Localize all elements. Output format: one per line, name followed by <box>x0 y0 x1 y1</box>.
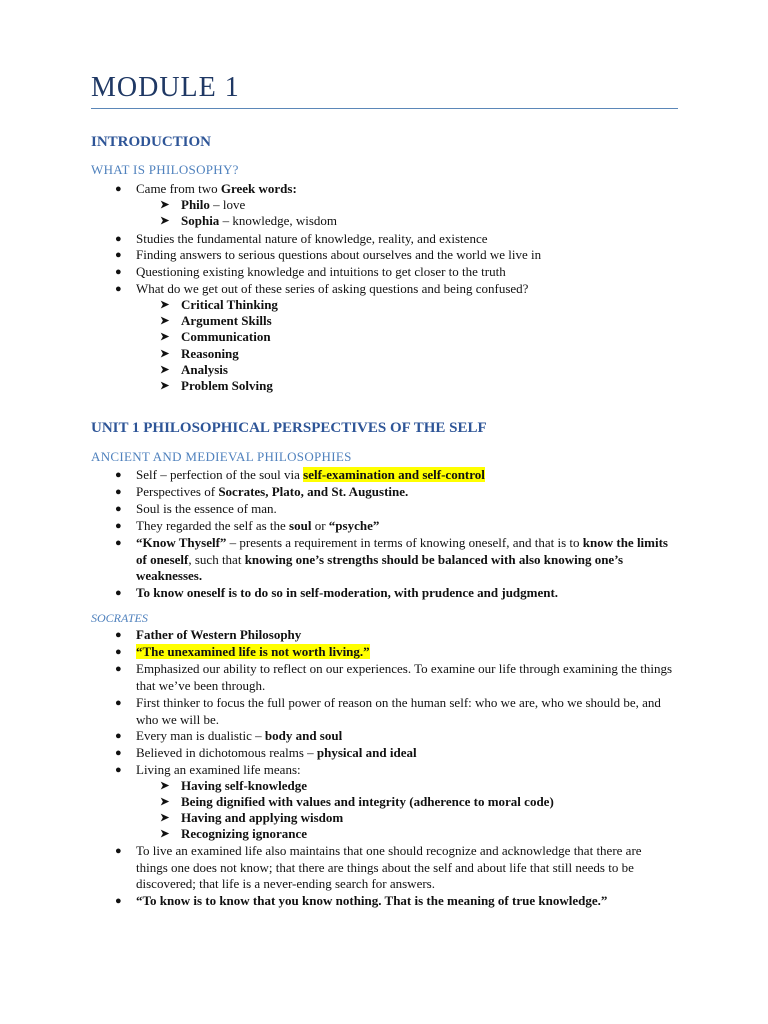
heading-what-is-philosophy: WHAT IS PHILOSOPHY? <box>91 162 239 177</box>
arrow-bullet-icon: ➤ <box>160 331 170 343</box>
bullet-icon: ● <box>115 646 122 658</box>
bullet-icon: ● <box>115 663 122 675</box>
list-item <box>115 644 675 661</box>
list-item: ● Soul is the essence of man. <box>115 501 277 516</box>
bullet-icon: ● <box>115 183 122 195</box>
list-item: ● Self – perfection of the soul via self-examination and self-control <box>115 467 485 482</box>
highlight: self-examination and self-control <box>303 467 485 482</box>
arrow-bullet-icon: ➤ <box>160 796 170 808</box>
list-subitem: ➤ Philo – love <box>160 197 246 212</box>
list-item: ● They regarded the self as the soul or “psyche” <box>115 518 380 533</box>
bullet-icon: ● <box>115 697 122 709</box>
page-title: MODULE 1 <box>91 72 240 103</box>
arrow-bullet-icon: ➤ <box>160 812 170 824</box>
list-item: ● To know oneself is to do so in self-moderation, with prudence and judgment. <box>115 585 559 600</box>
list-item: ● Questioning existing knowledge and intuitions to get closer to the truth <box>115 264 506 279</box>
bullet-icon: ● <box>115 249 122 261</box>
list-item: ● Perspectives of Socrates, Plato, and St. Augustine. <box>115 484 409 499</box>
list-item: ● To live an examined life also maintains that one should recognize and acknowledge that there are things one does not know; that there are things about the self and about life that still needs to be discovered; that life is a never-ending search for answers. <box>115 843 642 891</box>
list-item: ● Every man is dualistic – body and soul <box>115 728 343 743</box>
title-divider <box>91 108 678 109</box>
heading-unit-1: UNIT 1 PHILOSOPHICAL PERSPECTIVES OF THE SELF <box>91 420 487 436</box>
list-subitem: ➤ Analysis <box>160 362 228 377</box>
arrow-bullet-icon: ➤ <box>160 215 170 227</box>
list-subitem: ➤ Problem Solving <box>160 378 273 393</box>
bullet-icon: ● <box>115 520 122 532</box>
arrow-bullet-icon: ➤ <box>160 348 170 360</box>
bullet-icon: ● <box>115 486 122 498</box>
list-subitem: ➤ Argument Skills <box>160 313 272 328</box>
arrow-bullet-icon: ➤ <box>160 364 170 376</box>
highlight: “The unexamined life is not worth living.” <box>136 644 370 659</box>
list-item: ● Studies the fundamental nature of knowledge, reality, and existence <box>115 231 488 246</box>
list-subitem: ➤ Recognizing ignorance <box>160 826 308 841</box>
arrow-bullet-icon: ➤ <box>160 199 170 211</box>
arrow-bullet-icon: ➤ <box>160 828 170 840</box>
bullet-icon: ● <box>115 747 122 759</box>
list-subitem: ➤ Having self-knowledge <box>160 778 308 793</box>
list-item: ● Believed in dichotomous realms – physical and ideal <box>115 745 417 760</box>
list-item: ● Came from two Greek words: <box>115 181 297 196</box>
list-item: ● What do we get out of these series of asking questions and being confused? <box>115 281 529 296</box>
list-subitem: ➤ Reasoning <box>160 346 239 361</box>
list-item: ● “To know is to know that you know nothing. That is the meaning of true knowledge.” <box>115 893 608 908</box>
list-subitem: ➤ Being dignified with values and integrity (adherence to moral code) <box>160 794 554 809</box>
bullet-icon: ● <box>115 587 122 599</box>
arrow-bullet-icon: ➤ <box>160 780 170 792</box>
list-item: ● Living an examined life means: <box>115 762 301 777</box>
list-item: ● Emphasized our ability to reflect on our experiences. To examine our life through examining the things that we’ve been through. <box>115 661 673 693</box>
heading-ancient-medieval: ANCIENT AND MEDIEVAL PHILOSOPHIES <box>91 449 352 464</box>
bullet-icon: ● <box>115 537 122 549</box>
list-item: ● First thinker to focus the full power of reason on the human self: who we are, who we should be, and who we will be. <box>115 695 661 727</box>
bullet-icon: ● <box>115 266 122 278</box>
bullet-icon: ● <box>115 629 122 641</box>
bullet-icon: ● <box>115 283 122 295</box>
arrow-bullet-icon: ➤ <box>160 315 170 327</box>
heading-introduction: INTRODUCTION <box>91 134 212 150</box>
list-subitem: ➤ Communication <box>160 329 271 344</box>
bullet-icon: ● <box>115 469 122 481</box>
arrow-bullet-icon: ➤ <box>160 299 170 311</box>
heading-socrates: SOCRATES <box>91 611 148 625</box>
list-subitem: ➤ Sophia – knowledge, wisdom <box>160 213 338 228</box>
bullet-icon: ● <box>115 845 122 857</box>
arrow-bullet-icon: ➤ <box>160 380 170 392</box>
list-subitem: ➤ Having and applying wisdom <box>160 810 344 825</box>
bullet-icon: ● <box>115 233 122 245</box>
list-subitem: ➤ Critical Thinking <box>160 297 278 312</box>
bullet-icon: ● <box>115 764 122 776</box>
list-item: ● Finding answers to serious questions about ourselves and the world we live in <box>115 247 542 262</box>
list-item: ● Father of Western Philosophy <box>115 627 302 642</box>
bullet-icon: ● <box>115 503 122 515</box>
bullet-icon: ● <box>115 730 122 742</box>
bullet-icon: ● <box>115 895 122 907</box>
list-item: ● “Know Thyself” – presents a requirement in terms of knowing oneself, and that is to know the limits of oneself, such that knowing one’s strengths should be balanced with also knowing one’s weaknesses. <box>115 535 668 583</box>
